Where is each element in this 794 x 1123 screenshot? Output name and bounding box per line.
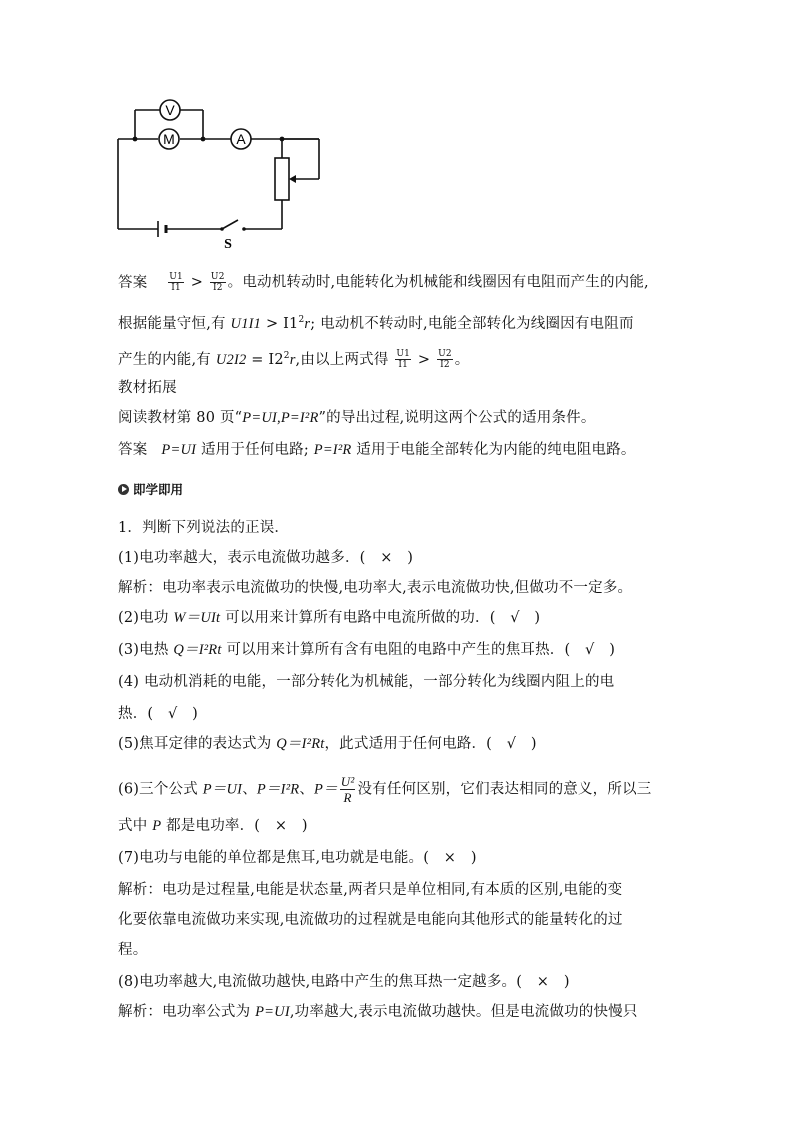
- answer-line-2: 根据能量守恒,有 $U1I1 > I1^2r$; 电动机不转动时,电能全部转化为线圈因有电阻而: [118, 315, 634, 332]
- switch-label: S: [224, 237, 232, 252]
- item-2: (2)电功 W＝UIt 可以用来计算所有电路中电流所做的功．( √ ): [118, 610, 541, 626]
- circuit-diagram: [110, 92, 340, 252]
- answer-label: 答案: [118, 274, 148, 291]
- fraction-u1-i1-b: $\frac{U1}{I1}$: [396, 349, 411, 371]
- item-4: (4) 电动机消耗的电能，一部分转化为机械能，一部分转化为线圈内阻上的电: [118, 674, 615, 690]
- item-5: (5)焦耳定律的表达式为 Q＝I²Rt，此式适用于任何电路．( √ ): [118, 736, 537, 752]
- answer-line-1: [118, 272, 649, 293]
- fraction-u1-i1: $\frac{U1}{I1}$: [169, 272, 183, 293]
- item-8: (8)电功率越大,电流做功越快,电路中产生的焦耳热一定越多。( × ): [118, 974, 570, 990]
- ammeter-symbol: [231, 129, 251, 149]
- analysis-7-c: 程。: [118, 942, 148, 958]
- item-4-cont: 热．( √ ): [118, 706, 198, 722]
- item-3: (3)电热 Q＝I²Rt 可以用来计算所有含有电阻的电路中产生的焦耳热．( √ ): [118, 642, 616, 658]
- ammeter-label: A: [236, 131, 246, 147]
- item-6: (6)三个公式 P＝UI、P＝I²R、P＝ $\frac{\text{U²}}{R}$ 没有任何区别，它们表达相同的意义，所以三: [118, 774, 652, 805]
- item-7: (7)电功与电能的单位都是焦耳,电功就是电能。( × ): [118, 850, 477, 866]
- analysis-7-a: 解析：电功是过程量,电能是状态量,两者只是单位相同,有本质的区别,电能的变: [118, 882, 623, 898]
- analysis-8: 解析：电功率公式为 P=UI,功率越大,表示电流做功越快。但是电流做功的快慢只: [118, 1004, 638, 1020]
- expand-question: 阅读教材第 80 页“P=UI,P=I²R”的导出过程,说明这两个公式的适用条件。: [118, 410, 596, 426]
- analysis-7-b: 化要依靠电流做功来实现,电流做功的过程就是电能向其他形式的能量转化的过: [118, 912, 623, 928]
- fraction-u2-i2-b: $\frac{U2}{I2}$: [438, 349, 452, 371]
- exercise-intro: 1．判断下列说法的正误．: [118, 520, 290, 536]
- fraction-u2-r: $\frac{\text{U²}}{R}$: [340, 774, 355, 805]
- analysis-1: 解析：电功率表示电流做功的快慢,电功率大,表示电流做功快,但做功不一定多。: [118, 580, 633, 596]
- greater-than: >: [190, 274, 204, 291]
- item-6-cont: 式中 P 都是电功率．( × ): [118, 818, 308, 834]
- voltmeter-label: V: [165, 102, 175, 118]
- motor-symbol: [159, 129, 179, 149]
- motor-label: M: [163, 131, 175, 147]
- section-title: 即学即用: [133, 482, 184, 497]
- section-heading: [118, 480, 183, 498]
- expand-title: 教材拓展: [118, 380, 177, 396]
- expand-answer: 答案 P=UI 适用于任何电路; P=I²R 适用于电能全部转化为内能的纯电阻电路。: [118, 442, 636, 458]
- play-icon: [118, 484, 129, 495]
- voltmeter-symbol: [160, 100, 180, 120]
- answer-text: 。电动机转动时,电能转化为机械能和线圈因有电阻而产生的内能,: [227, 274, 649, 291]
- fraction-u2-i2: $\frac{U2}{I2}$: [210, 272, 225, 293]
- answer-line-3: 产生的内能,有 $U2I2 = I2^2r$,由以上两式得 $\frac{U1}{I1}$ > $\frac{U2}{I2}$ 。: [118, 349, 470, 371]
- item-1: (1)电功率越大，表示电流做功越多．( × ): [118, 550, 414, 566]
